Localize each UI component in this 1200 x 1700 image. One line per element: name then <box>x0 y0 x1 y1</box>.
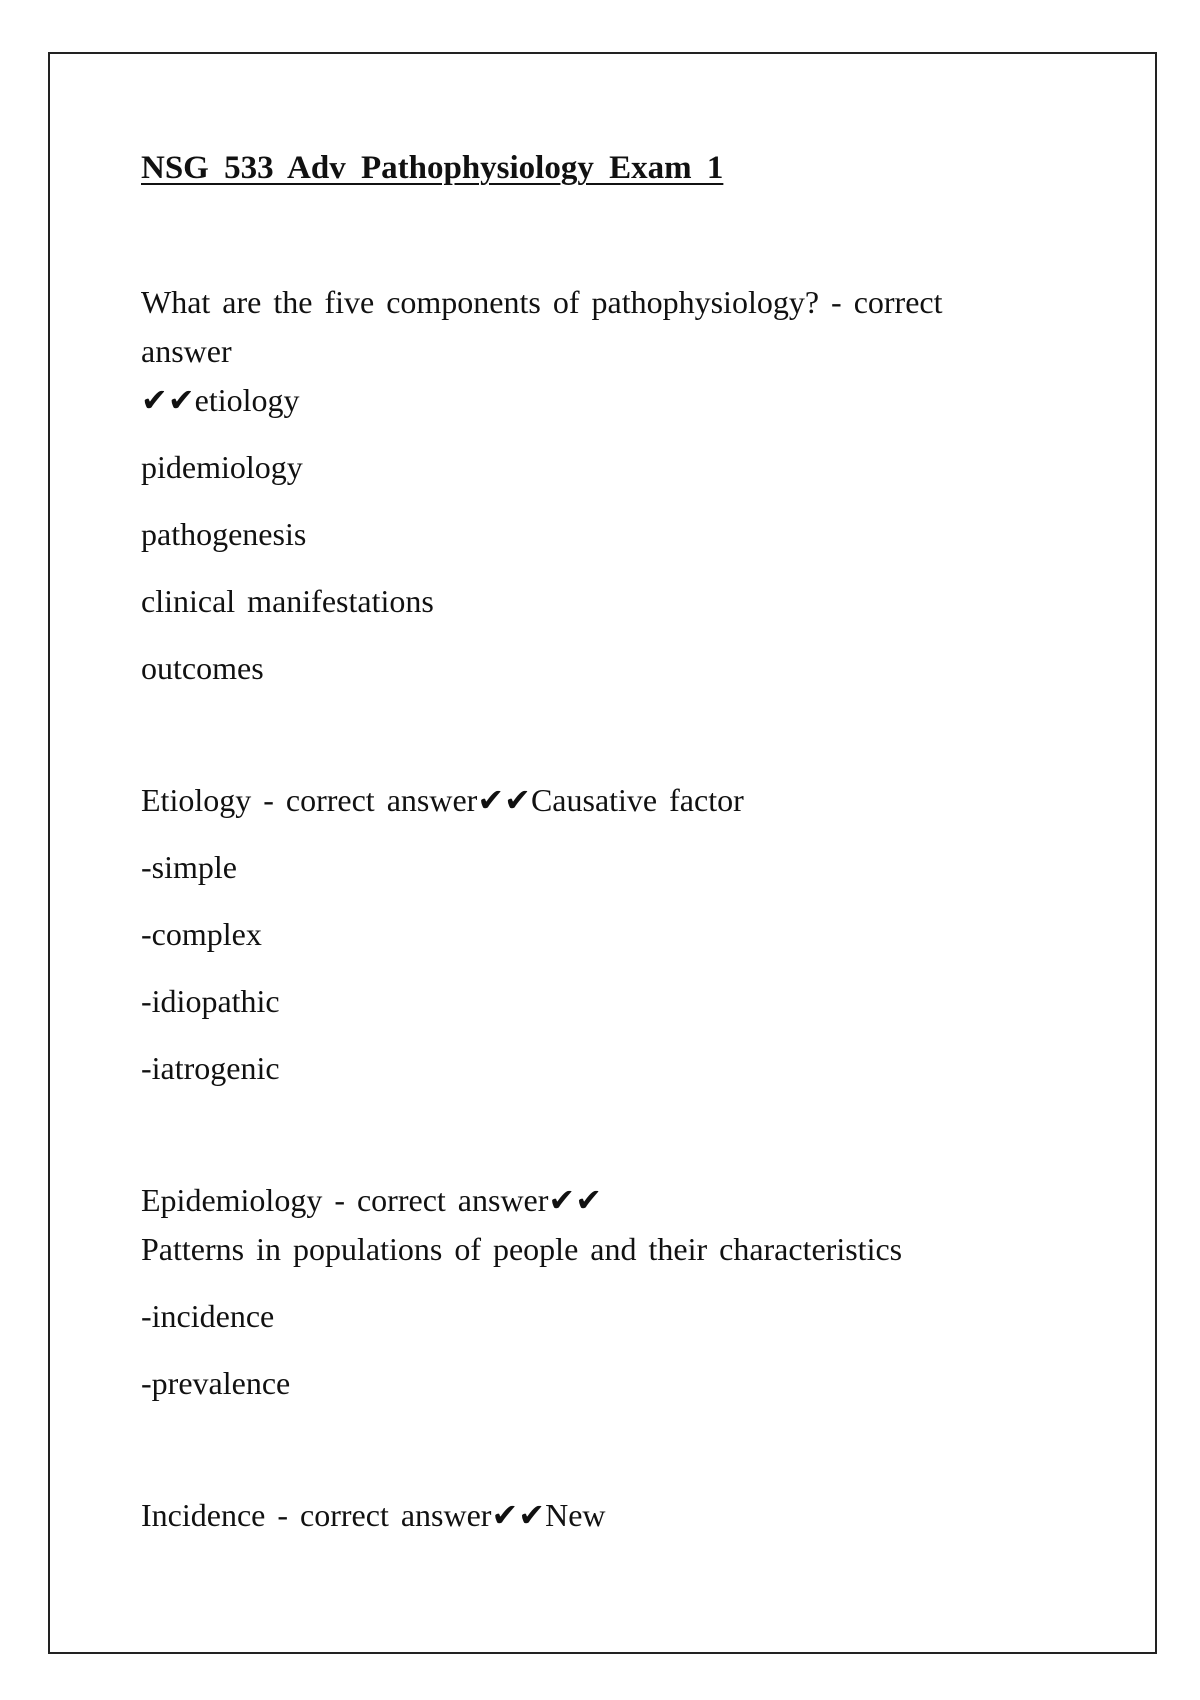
document-content <box>141 150 1041 1540</box>
section-components <box>141 278 1041 693</box>
section-incidence <box>141 1491 1041 1540</box>
list-item: outcomes <box>141 650 264 686</box>
answer-line: Patterns in populations of people and their characteristics <box>141 1231 903 1267</box>
section-epidemiology <box>141 1176 1041 1408</box>
list-item: pidemiology <box>141 449 303 485</box>
section-etiology <box>141 776 1041 1093</box>
list-item: clinical manifestations <box>141 583 434 619</box>
list-item: -complex <box>141 916 262 952</box>
list-item: -iatrogenic <box>141 1050 280 1086</box>
list-item: -incidence <box>141 1298 275 1334</box>
list-item: pathogenesis <box>141 516 307 552</box>
list-item: -idiopathic <box>141 983 280 1019</box>
list-item: -simple <box>141 849 237 885</box>
answer-line: ✔✔etiology <box>141 382 300 418</box>
question-line: Incidence - correct answer✔✔New <box>141 1497 606 1533</box>
question-line: Epidemiology - correct answer✔✔ <box>141 1182 603 1218</box>
list-item: -prevalence <box>141 1365 291 1401</box>
question-line: Etiology - correct answer✔✔Causative factor <box>141 782 744 818</box>
question-line: What are the five components of pathophysiology? - correct answer <box>141 284 943 369</box>
document-title: NSG 533 Adv Pathophysiology Exam 1 <box>141 150 724 186</box>
